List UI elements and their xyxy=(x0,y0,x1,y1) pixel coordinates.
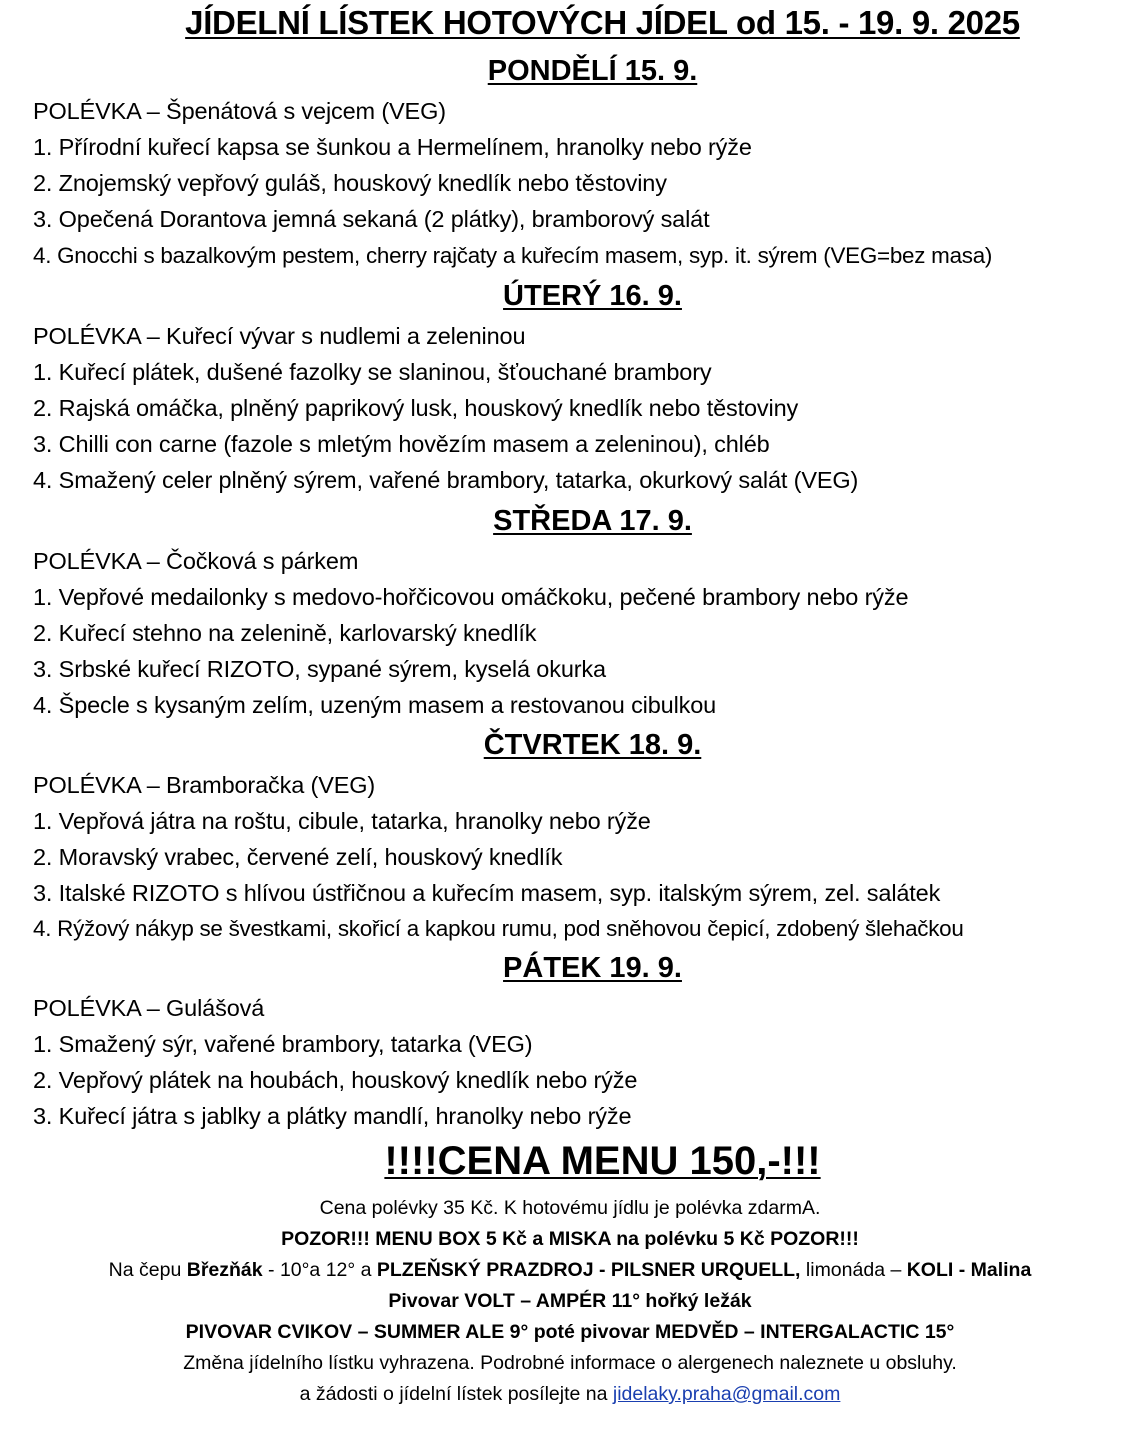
dish-friday-3: 3. Kuřecí játra s jablky a plátky mandlí, hranolky nebo rýže xyxy=(33,1103,632,1129)
menu-title: JÍDELNÍ LÍSTEK HOTOVÝCH JÍDEL od 15. - 19. 9. 2025 xyxy=(185,4,1020,41)
soup-wednesday: POLÉVKA – Čočková s párkem xyxy=(33,548,359,574)
volt-line: Pivovar VOLT – AMPÉR 11° hořký ležák xyxy=(388,1290,752,1312)
dish-tuesday-3: 3. Chilli con carne (fazole s mletým hovězím masem a zeleninou), chléb xyxy=(33,431,770,457)
dish-tuesday-4: 4. Smažený celer plněný sýrem, vařené brambory, tatarka, okurkový salát (VEG) xyxy=(33,467,859,493)
dish-thursday-4: 4. Rýžový nákyp se švestkami, skořicí a kapkou rumu, pod sněhovou čepicí, zdobený šlehačkou xyxy=(33,916,964,941)
dish-thursday-3: 3. Italské RIZOTO s hlívou ústřičnou a kuřecím masem, syp. italským sýrem, zel. salátek xyxy=(33,880,941,906)
day-heading-wednesday: STŘEDA 17. 9. xyxy=(493,505,692,537)
soup-price-note: Cena polévky 35 Kč. K hotovému jídlu je polévka zdarmA. xyxy=(319,1197,821,1219)
change-notice: Změna jídelního lístku vyhrazena. Podrobné informace o alergenech naleznete u obsluhy. xyxy=(183,1352,957,1374)
tap-prefix: Na čepu xyxy=(108,1259,187,1281)
tap-beers-line xyxy=(0,1259,1125,1282)
dish-friday-1: 1. Smažený sýr, vařené brambory, tatarka (VEG) xyxy=(33,1031,533,1057)
beer-breznak: Březňák xyxy=(186,1259,263,1281)
day-heading-tuesday: ÚTERÝ 16. 9. xyxy=(503,280,682,312)
soup-friday: POLÉVKA – Gulášová xyxy=(33,995,265,1021)
soup-monday: POLÉVKA – Špenátová s vejcem (VEG) xyxy=(33,98,446,124)
request-prefix: a žádosti o jídelní lístek posílejte na xyxy=(299,1383,613,1405)
dish-monday-4: 4. Gnocchi s bazalkovým pestem, cherry rajčaty a kuřecím masem, syp. it. sýrem (VEG=bez masa) xyxy=(33,243,993,268)
menu-price: !!!!CENA MENU 150,-!!! xyxy=(384,1139,821,1183)
dish-monday-1: 1. Přírodní kuřecí kapsa se šunkou a Hermelínem, hranolky nebo rýže xyxy=(33,134,752,160)
dish-friday-2: 2. Vepřový plátek na houbách, houskový knedlík nebo rýže xyxy=(33,1067,638,1093)
box-notice: POZOR!!! MENU BOX 5 Kč a MISKA na polévku 5 Kč POZOR!!! xyxy=(281,1228,859,1250)
soup-tuesday: POLÉVKA – Kuřecí vývar s nudlemi a zeleninou xyxy=(33,323,526,349)
day-heading-monday: PONDĚLÍ 15. 9. xyxy=(487,55,698,87)
tap-lemonade: limonáda – xyxy=(800,1259,907,1281)
dish-monday-2: 2. Znojemský vepřový guláš, houskový knedlík nebo těstoviny xyxy=(33,170,667,196)
dish-wednesday-4: 4. Špecle s kysaným zelím, uzeným masem a restovanou cibulkou xyxy=(33,692,717,718)
dish-thursday-2: 2. Moravský vrabec, červené zelí, houskový knedlík xyxy=(33,844,563,870)
dish-tuesday-1: 1. Kuřecí plátek, dušené fazolky se slaninou, šťouchané brambory xyxy=(33,359,712,385)
dish-monday-3: 3. Opečená Dorantova jemná sekaná (2 plátky), bramborový salát xyxy=(33,206,710,232)
dish-tuesday-2: 2. Rajská omáčka, plněný paprikový lusk, houskový knedlík nebo těstoviny xyxy=(33,395,799,421)
dish-thursday-1: 1. Vepřová játra na roštu, cibule, tatarka, hranolky nebo rýže xyxy=(33,808,651,834)
request-line xyxy=(0,1383,1125,1406)
beer-koli: KOLI - Malina xyxy=(906,1259,1032,1281)
dish-wednesday-1: 1. Vepřové medailonky s medovo-hořčicovou omáčkoku, pečené brambory nebo rýže xyxy=(33,584,909,610)
day-heading-friday: PÁTEK 19. 9. xyxy=(503,952,682,984)
beer-pilsner: PLZEŇSKÝ PRAZDROJ - PILSNER URQUELL, xyxy=(376,1259,801,1281)
tap-degrees: - 10°a 12° a xyxy=(262,1259,377,1281)
soup-thursday: POLÉVKA – Bramboračka (VEG) xyxy=(33,772,376,798)
day-heading-thursday: ČTVRTEK 18. 9. xyxy=(483,729,702,761)
dish-wednesday-3: 3. Srbské kuřecí RIZOTO, sypané sýrem, kyselá okurka xyxy=(33,656,606,682)
email-link[interactable]: jidelaky.praha@gmail.com xyxy=(612,1383,841,1405)
cvikov-line: PIVOVAR CVIKOV – SUMMER ALE 9° poté pivovar MEDVĚD – INTERGALACTIC 15° xyxy=(185,1321,955,1343)
dish-wednesday-2: 2. Kuřecí stehno na zelenině, karlovarský knedlík xyxy=(33,620,537,646)
